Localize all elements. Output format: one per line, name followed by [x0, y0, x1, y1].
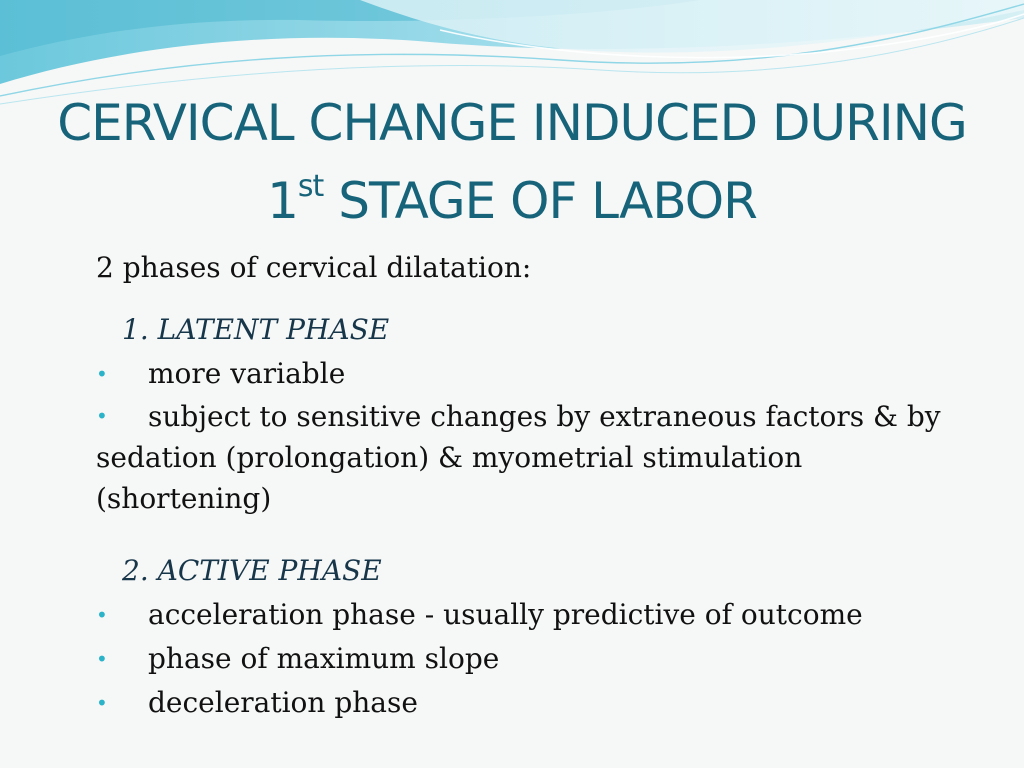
- list-item-text: subject to sensitive changes by extraneous factors & by sedation (prolongation) & myometrial stimulation (shortening): [96, 400, 941, 515]
- title-line-1: CERVICAL CHANGE INDUCED DURING: [57, 94, 967, 152]
- title-stage-number: 1: [267, 172, 298, 230]
- list-item-text: more variable: [148, 357, 346, 390]
- active-phase-list: [96, 593, 976, 725]
- slide-body: [96, 246, 976, 725]
- intro-text: 2 phases of cervical dilatation:: [96, 251, 532, 284]
- list-item: [96, 352, 976, 396]
- list-item: [96, 396, 976, 519]
- list-item-text: acceleration phase - usually predictive of outcome: [148, 598, 863, 631]
- title-ordinal-suffix: st: [297, 169, 324, 205]
- list-item-text: deceleration phase: [148, 686, 418, 719]
- list-item: [96, 681, 976, 725]
- bullet-icon: •: [96, 603, 108, 627]
- bullet-icon: •: [96, 647, 108, 671]
- list-item-text: phase of maximum slope: [148, 642, 500, 675]
- active-phase-heading: 2. ACTIVE PHASE: [122, 554, 382, 587]
- list-item: [96, 593, 976, 637]
- bullet-icon: •: [96, 404, 108, 428]
- bullet-icon: •: [96, 362, 108, 386]
- list-item: [96, 637, 976, 681]
- slide-title: [0, 84, 1024, 240]
- latent-phase-heading: 1. LATENT PHASE: [122, 313, 390, 346]
- bullet-icon: •: [96, 691, 108, 715]
- latent-phase-list: [96, 352, 976, 519]
- title-line-2-rest: STAGE OF LABOR: [323, 172, 757, 230]
